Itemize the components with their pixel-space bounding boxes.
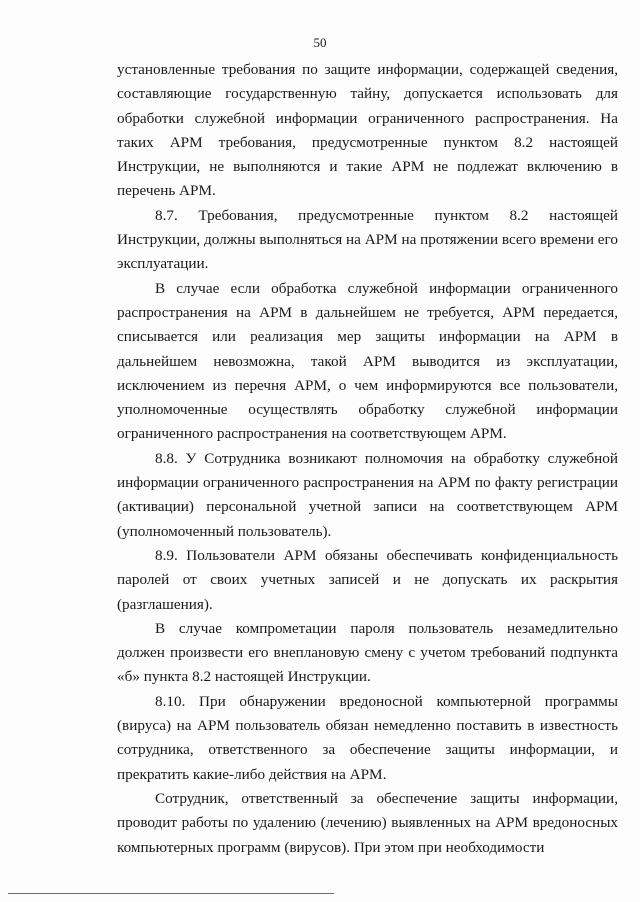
paragraph-8-7: 8.7. Требования, предусмотренные пунктом 8.2 настоящей Инструкции, должны выполняться на АРМ на протяжении всего времени его эксплуатации. bbox=[117, 206, 618, 273]
document-body bbox=[117, 58, 618, 860]
paragraph-continuation: установленные требования по защите информации, содержащей сведения, составляющие государственную тайну, допускается использовать для обработки служебной информации ограниченного распространения. На таких АРМ требования, предусмотренные пунктом 8.2 настоящей Инструкции, не выполняются и такие АРМ не подлежат включению в перечень АРМ. bbox=[117, 61, 618, 200]
page-number: 50 bbox=[313, 35, 327, 50]
paragraph-8-8: 8.8. У Сотрудника возникают полномочия на обработку служебной информации ограниченного распространения на АРМ по факту регистрации (активации) персональной учетной записи на соответствующем АРМ (уполномоченный пользователь). bbox=[117, 449, 618, 540]
paragraph-8-9: 8.9. Пользователи АРМ обязаны обеспечивать конфиденциальность паролей от своих учетных записей и не допускать их раскрытия (разглашения). bbox=[117, 546, 618, 613]
bottom-rule bbox=[8, 893, 334, 894]
paragraph-8-7-withdrawal: В случае если обработка служебной информации ограниченного распространения на АРМ в дальнейшем не требуется, АРМ передается, списывается или реализация мер защиты информации на АРМ в дальнейшем невозможна, такой АРМ выводится из эксплуатации, исключением из перечня АРМ, о чем информируются все пользователи, уполномоченные осуществлять обработку служебной информации ограниченного распространения на соответствующем АРМ. bbox=[117, 279, 618, 443]
paragraph-8-10-security-officer: Сотрудник, ответственный за обеспечение защиты информации, проводит работы по удалению (лечению) выявленных на АРМ вредоносных компьютерных программ (вирусов). При этом при необходимости bbox=[117, 789, 618, 856]
paragraph-8-10: 8.10. При обнаружении вредоносной компьютерной программы (вируса) на АРМ пользователь обязан немедленно поставить в известность сотрудника, ответственного за обеспечение защиты информации, и прекратить какие-либо действия на АРМ. bbox=[117, 692, 618, 783]
paragraph-8-9-compromise: В случае компрометации пароля пользователь незамедлительно должен произвести его внеплановую смену с учетом требований подпункта «б» пункта 8.2 настоящей Инструкции. bbox=[117, 619, 618, 686]
